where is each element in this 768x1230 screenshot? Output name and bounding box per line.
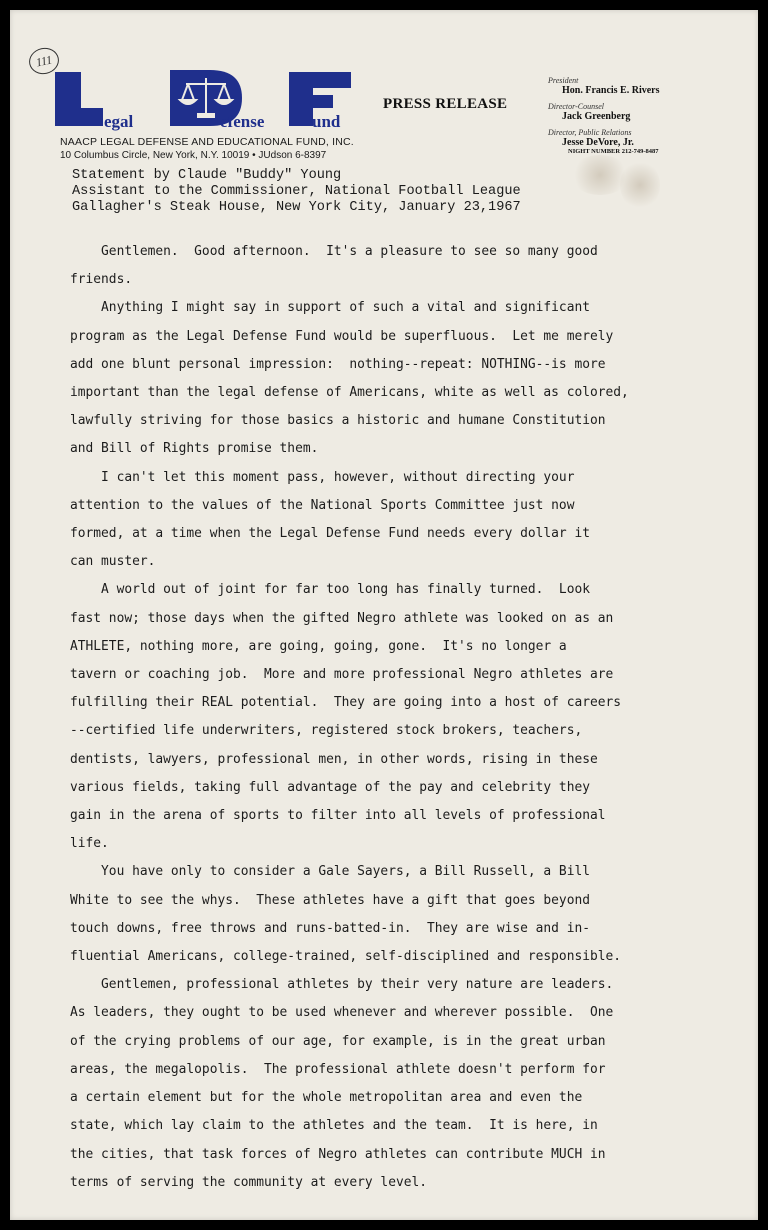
ldf-logo (10, 10, 370, 135)
body-line: of the crying problems of our age, for example, is in the great urban (70, 1033, 606, 1049)
body-line: lawfully striving for those basics a historic and humane Constitution (70, 413, 606, 429)
staff-name: Hon. Francis E. Rivers (562, 85, 660, 96)
page-number: 111 (27, 45, 62, 77)
body-line: Gentlemen, professional athletes by their very nature are leaders. (70, 977, 614, 993)
body-line: fulfilling their REAL potential. They are going into a host of careers (70, 695, 622, 711)
staff-role: President (548, 76, 579, 85)
logo-letter-l (55, 72, 103, 126)
paper-stain (620, 160, 660, 210)
heading-line: Statement by Claude "Buddy" Young (72, 168, 342, 183)
body-line: gain in the arena of sports to filter into all levels of professional (70, 808, 606, 824)
staff-name: Jesse DeVore, Jr. (562, 137, 634, 148)
staff-list (548, 76, 660, 155)
staff-role: Director-Counsel (548, 102, 604, 111)
body-line: tavern or coaching job. More and more professional Negro athletes are (70, 667, 614, 683)
body-line: dentists, lawyers, professional men, in other words, rising in these (70, 751, 598, 767)
body-line: touch downs, free throws and runs-batted-in. They are wise and in- (70, 920, 590, 936)
body-line: fluential Americans, college-trained, self-disciplined and responsible. (70, 949, 622, 965)
staff-name: Jack Greenberg (562, 111, 631, 122)
body-line: areas, the megalopolis. The professional athlete doesn't perform for (70, 1061, 606, 1077)
logo-word-fund: und (312, 112, 341, 131)
heading-line: Gallagher's Steak House, New York City, January 23,1967 (72, 200, 521, 215)
body-line: As leaders, they ought to be used whenever and wherever possible. One (70, 1005, 614, 1021)
body-line: terms of serving the community at every level. (70, 1174, 427, 1190)
body-line: White to see the whys. These athletes have a gift that goes beyond (70, 892, 590, 908)
org-address: 10 Columbus Circle, New York, N.Y. 10019 • JUdson 6-8397 (60, 150, 327, 161)
body-line: and Bill of Rights promise them. (70, 441, 319, 457)
body-line: A world out of joint for far too long has finally turned. Look (70, 582, 590, 598)
body-line: state, which lay claim to the athletes and the team. It is here, in (70, 1118, 598, 1134)
body-line: program as the Legal Defense Fund would be superfluous. Let me merely (70, 328, 614, 344)
org-name: NAACP LEGAL DEFENSE AND EDUCATIONAL FUND, INC. (60, 136, 354, 148)
night-number: NIGHT NUMBER 212-749-8487 (568, 148, 659, 155)
body-line: fast now; those days when the gifted Negro athlete was looked on as an (70, 610, 614, 626)
heading-line: Assistant to the Commissioner, National Football League (72, 184, 521, 199)
body-line: ATHLETE, nothing more, are going, going, gone. It's no longer a (70, 638, 567, 654)
body-line: I can't let this moment pass, however, without directing your (70, 469, 575, 485)
body-line: attention to the values of the National Sports Committee just now (70, 497, 575, 513)
statement-heading (72, 168, 521, 216)
body-line: formed, at a time when the Legal Defense Fund needs every dollar it (70, 526, 590, 542)
logo-word-legal: egal (104, 112, 134, 131)
body-line: important than the legal defense of Americans, white as well as colored, (70, 385, 629, 401)
logo-word-defense: efense (220, 112, 265, 131)
statement-body (70, 238, 690, 1197)
body-line: --certified life underwriters, registered stock brokers, teachers, (70, 723, 583, 739)
document-page (10, 10, 758, 1220)
body-line: Gentlemen. Good afternoon. It's a pleasure to see so many good (70, 244, 598, 259)
body-line: add one blunt personal impression: nothing--repeat: NOTHING--is more (70, 356, 606, 372)
body-line: friends. (70, 272, 133, 288)
body-line: life. (70, 836, 109, 852)
body-line: a certain element but for the whole metropolitan area and even the (70, 1090, 583, 1106)
body-line: can muster. (70, 554, 156, 570)
press-release-title: PRESS RELEASE (383, 96, 508, 112)
body-line: You have only to consider a Gale Sayers, a Bill Russell, a Bill (70, 864, 590, 880)
staff-role: Director, Public Relations (548, 128, 632, 137)
body-line: Anything I might say in support of such a vital and significant (70, 300, 590, 316)
body-line: the cities, that task forces of Negro athletes can contribute MUCH in (70, 1146, 606, 1162)
body-line: various fields, taking full advantage of the pay and celebrity they (70, 779, 590, 795)
